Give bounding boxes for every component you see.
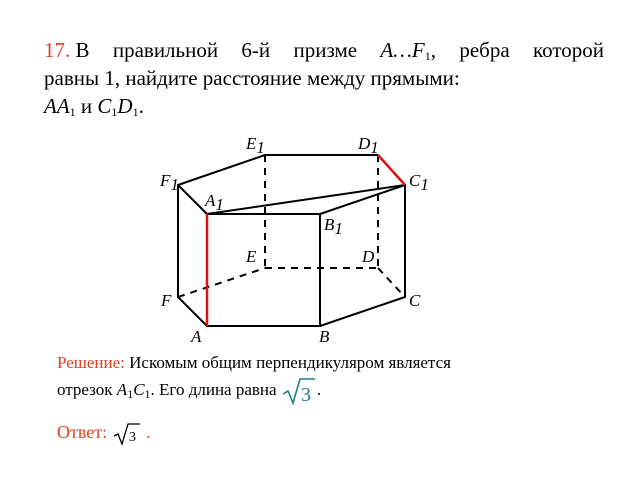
edge-F1A1 bbox=[178, 185, 207, 214]
label-A1: A1 bbox=[205, 191, 224, 214]
label-C: C bbox=[409, 291, 421, 310]
svg-text:3: 3 bbox=[300, 384, 311, 406]
problem-line-3: $AA_1$ и $C_1D_1$. bbox=[44, 94, 144, 119]
label-A: A bbox=[191, 327, 202, 345]
word: которой bbox=[532, 38, 604, 62]
sqrt-3-answer bbox=[112, 421, 142, 447]
label-C1: C1 bbox=[409, 171, 429, 194]
label-F1: F1 bbox=[160, 171, 179, 194]
problem-text bbox=[44, 36, 604, 120]
problem-number: 17. bbox=[44, 38, 71, 62]
solution-label: Решение: bbox=[57, 353, 125, 372]
problem-line-1 bbox=[44, 36, 604, 64]
solution-line-2: отрезок $A_1C_1$. Его длина равна 3 . bbox=[57, 376, 577, 406]
hidden-FE bbox=[178, 268, 265, 297]
highlight-C1D1 bbox=[378, 155, 405, 185]
solution-block bbox=[57, 350, 577, 406]
problem-line-2: равны 1, найдите расстояние между прямыми: bbox=[44, 66, 460, 90]
edge-FA bbox=[178, 297, 207, 326]
label-E1: E1 bbox=[246, 134, 265, 157]
label-B1: B1 bbox=[324, 215, 343, 238]
answer-block: Ответ: 3 . bbox=[57, 422, 151, 445]
label-D1: D1 bbox=[358, 134, 379, 157]
diag-A1C1 bbox=[207, 185, 405, 214]
word: В bbox=[75, 38, 90, 62]
edge-BC bbox=[320, 297, 405, 326]
svg-text:3: 3 bbox=[128, 429, 136, 445]
sqrt-3-solution bbox=[281, 376, 317, 406]
prism-figure bbox=[150, 130, 450, 345]
word: 6-й bbox=[241, 38, 271, 62]
word: призме bbox=[293, 38, 358, 62]
word: правильной bbox=[112, 38, 219, 62]
hidden-DC bbox=[378, 268, 405, 297]
edge-B1C1 bbox=[320, 185, 405, 214]
prism-name: $A\dots F_1$, bbox=[380, 38, 436, 63]
answer-label: Ответ: bbox=[57, 422, 108, 442]
word: ребра bbox=[459, 38, 510, 62]
label-B: B bbox=[319, 327, 330, 345]
label-F: F bbox=[161, 291, 172, 310]
edge-E1F1 bbox=[178, 155, 265, 185]
solution-line-1: Решение: Искомым общим перпендикуляром является bbox=[57, 353, 451, 372]
label-E: E bbox=[246, 247, 257, 266]
label-D: D bbox=[362, 247, 375, 266]
